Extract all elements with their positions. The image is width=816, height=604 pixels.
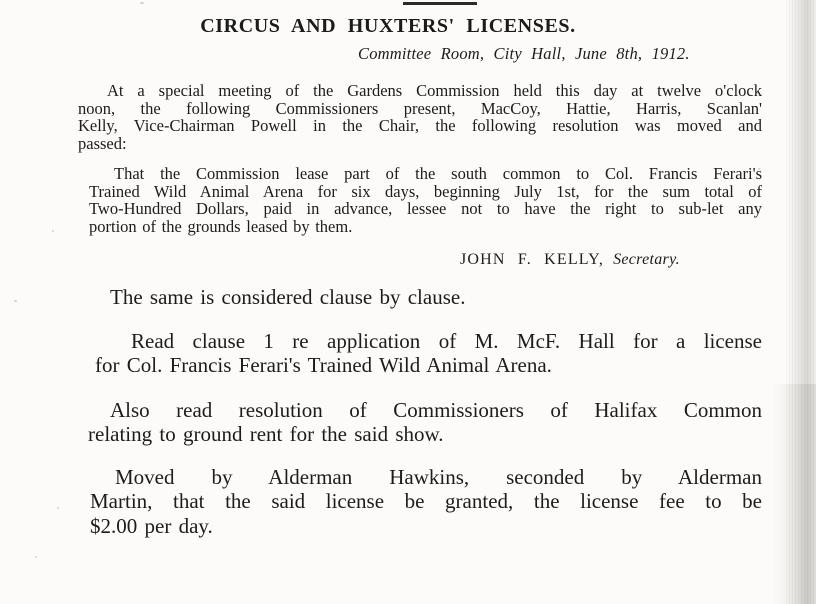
proceedings-paragraph: Also read resolution of Commissioners of Halifax Common relating to ground rent for the said show.: [88, 398, 762, 447]
resolution-paragraph: That the Commission lease part of the south common to Col. Francis Ferari's Trained Wild Animal Arena for six days, beginning July 1st, for the sum total of Two-Hundred Dollars, paid in advance, lessee not to have the right to sub-let any portion of the grounds leased by them.: [89, 164, 762, 236]
scan-speck: [140, 2, 144, 4]
scan-speck: [35, 556, 37, 558]
signature-line: [460, 250, 680, 270]
proceedings-paragraph: The same is considered clause by clause.: [110, 285, 466, 309]
header-rule: [403, 2, 477, 5]
scan-speck: [52, 230, 54, 232]
proceedings-paragraph: Read clause 1 re application of M. McF. Hall for a license for Col. Francis Ferari's Trained Wild Animal Arena.: [95, 329, 762, 378]
scan-speck: [14, 300, 17, 302]
dateline: Committee Room, City Hall, June 8th, 1912.: [358, 44, 690, 63]
page-edge-shadow: [786, 0, 816, 604]
minutes-opening-paragraph: At a special meeting of the Gardens Commission held this day at twelve o'clock noon, the following Commissioners present, MacCoy, Hattie, Harris, Scanlan' Kelly, Vice-Chairman Powell in the Chair, the following resolution was moved and passed:: [78, 81, 762, 153]
signature-role: Secretary.: [613, 251, 680, 268]
proceedings-paragraph: Moved by Alderman Hawkins, seconded by Alderman Martin, that the said license be granted, the license fee to be $2.00 per day.: [90, 465, 762, 538]
scan-speck: [57, 507, 59, 509]
page-edge-shadow: [772, 384, 816, 604]
signature-name: JOHN F. KELLY,: [460, 251, 605, 268]
document-title: CIRCUS AND HUXTERS' LICENSES.: [200, 15, 576, 38]
